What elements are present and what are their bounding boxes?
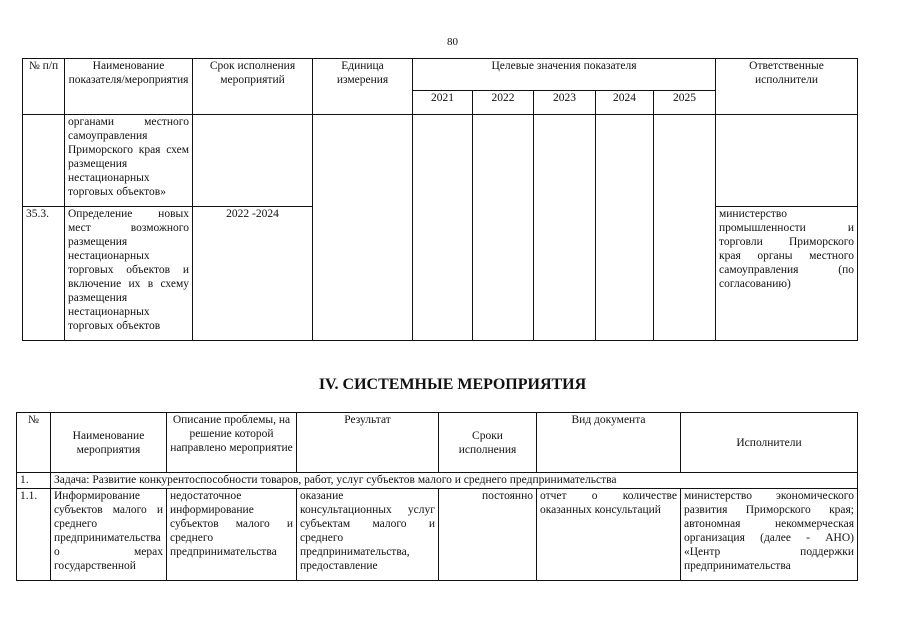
row-problem: недостаточное информирование субъектов малого и среднего предпринимательства xyxy=(167,489,297,581)
header-name: Наименование мероприятия xyxy=(51,413,167,473)
row-term: постоянно xyxy=(439,489,537,581)
row-term xyxy=(193,115,313,207)
row-2022 xyxy=(473,115,534,341)
header-doc: Вид документа xyxy=(537,413,681,473)
table-row xyxy=(17,489,858,581)
header-num: № xyxy=(17,413,51,473)
row-executors: министерство экономического развития Приморского края; автономная некоммерческая организация (далее - АНО) «Центр поддержки предпринимательства xyxy=(681,489,858,581)
section-heading: IV. СИСТЕМНЫЕ МЕРОПРИЯТИЯ xyxy=(318,376,587,393)
row-unit xyxy=(313,115,413,341)
header-term: Сроки исполнения xyxy=(439,413,537,473)
row-2021 xyxy=(413,115,473,341)
row-result: оказание консультационных услуг субъектам малого и среднего предпринимательства, предоставление xyxy=(297,489,439,581)
header-executors: Исполнители xyxy=(681,413,858,473)
row-2023 xyxy=(534,115,596,341)
page-number: 80 xyxy=(447,36,458,48)
header-year-2022: 2022 xyxy=(473,91,534,115)
header-year-2021: 2021 xyxy=(413,91,473,115)
system-measures-table xyxy=(16,412,858,581)
header-unit: Единица измерения xyxy=(313,59,413,115)
row-name: органами местного самоуправления Приморского края схем размещения нестационарных торговых объектов» xyxy=(65,115,193,207)
row-num xyxy=(23,115,65,207)
task-row xyxy=(17,473,858,489)
header-year-2024: 2024 xyxy=(596,91,654,115)
row-term: 2022 -2024 xyxy=(193,207,313,341)
row-name: Информирование субъектов малого и среднего предпринимательства о мерах государственной xyxy=(51,489,167,581)
indicators-table xyxy=(22,58,858,341)
header-result: Результат xyxy=(297,413,439,473)
row-name: Определение новых мест возможного размещения нестационарных торговых объектов и включение их в схему размещения нестационарных торговых объектов xyxy=(65,207,193,341)
header-responsible: Ответственные исполнители xyxy=(716,59,858,115)
row-num: 1.1. xyxy=(17,489,51,581)
header-targets: Целевые значения показателя xyxy=(413,59,716,91)
row-responsible: министерство промышленности и торговли Приморского края органы местного самоуправления (по согласованию) xyxy=(716,207,858,341)
task-text: Задача: Развитие конкурентоспособности товаров, работ, услуг субъектов малого и среднего предпринимательства xyxy=(51,473,858,489)
row-2025 xyxy=(654,115,716,341)
header-year-2025: 2025 xyxy=(654,91,716,115)
header-problem: Описание проблемы, на решение которой направлено мероприятие xyxy=(167,413,297,473)
row-doc: отчет о количестве оказанных консультаций xyxy=(537,489,681,581)
header-year-2023: 2023 xyxy=(534,91,596,115)
header-term: Срок исполнения мероприятий xyxy=(193,59,313,115)
header-name: Наименование показателя/мероприятия xyxy=(65,59,193,115)
table-row xyxy=(23,115,858,207)
task-num: 1. xyxy=(17,473,51,489)
row-responsible xyxy=(716,115,858,207)
row-2024 xyxy=(596,115,654,341)
header-num: № п/п xyxy=(23,59,65,115)
row-num: 35.3. xyxy=(23,207,65,341)
